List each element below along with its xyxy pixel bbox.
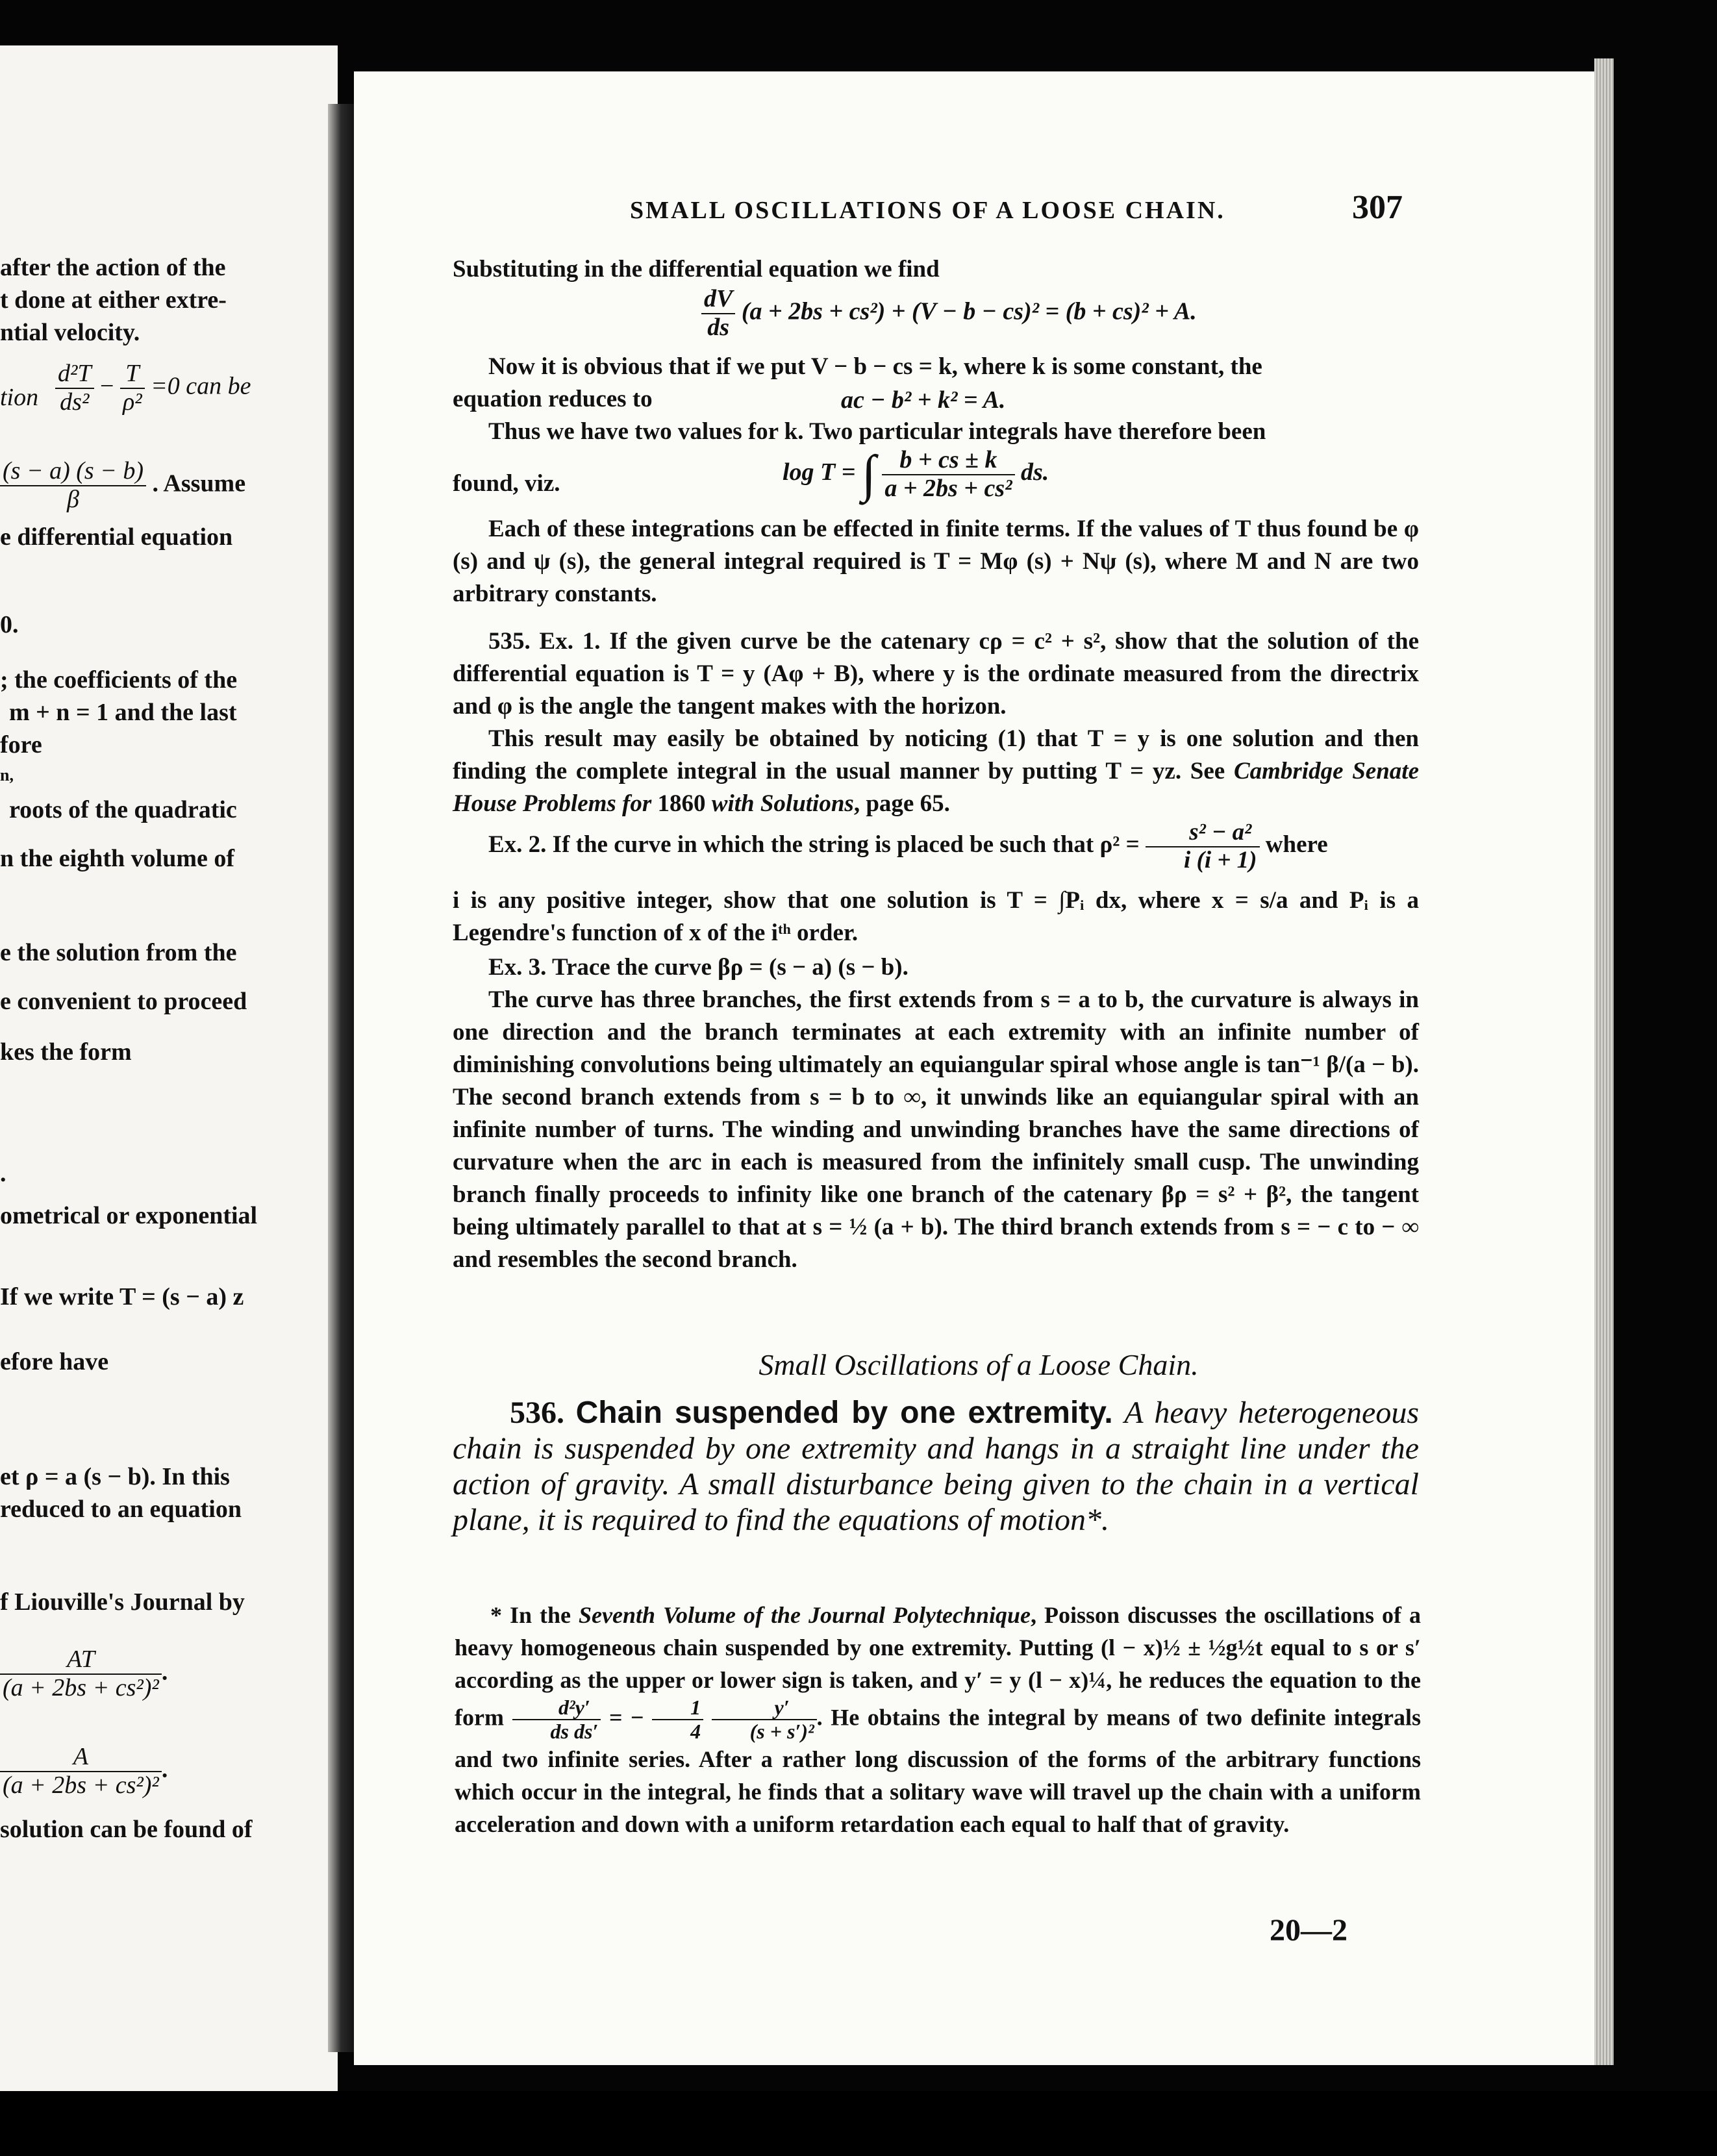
signature-mark: 20—2 <box>1270 1913 1347 1948</box>
left-line: ; the coefficients of the <box>0 666 238 694</box>
paragraph: Thus we have two values for k. Two particular integrals have therefore been <box>488 418 1266 445</box>
left-equation-fraction: $\frac{(s - a) (s - b)}{\beta}$ . Assume <box>0 458 245 514</box>
left-line: e differential equation <box>0 523 233 551</box>
paragraph: Substituting in the differential equation we find <box>453 256 940 282</box>
left-line: fore <box>0 731 42 758</box>
paragraph: Each of these integrations can be effected in finite terms. If the values of T thus found be φ (s) and ψ (s), the general integral required is T = Mφ (s) + Nψ (s), where M and N are two arbitrary constants. <box>453 516 1419 607</box>
page-number: 307 <box>1352 189 1403 226</box>
article-536: 536. Chain suspended by one extremity. A heavy heterogeneous chain is suspended by one extremity and hangs in a straight line under the action of gravity. A small disturbance being given to the chain in a vertical plane, it is required to find the equations of motion*. <box>453 1396 1419 1537</box>
left-line: et ρ = a (s − b). In this <box>0 1463 230 1490</box>
left-line: ntial velocity. <box>0 319 140 346</box>
scan-border <box>0 2091 1717 2156</box>
left-line: f Liouville's Journal by <box>0 1588 245 1616</box>
left-line: m + n = 1 and the last <box>9 699 237 726</box>
section-title: Small Oscillations of a Loose Chain. <box>758 1348 1199 1381</box>
equation: ac − b² + k² = A. <box>841 386 1006 414</box>
equation: $\frac{dV}{ds}$ (a + 2bs + cs²) + (V − b − cs)² = (b + cs)² + A. <box>701 286 1197 342</box>
left-line: ometrical or exponential <box>0 1202 258 1229</box>
paragraph: equation reduces to <box>453 386 653 412</box>
running-head: SMALL OSCILLATIONS OF A LOOSE CHAIN. <box>630 197 1225 224</box>
left-line: 0. <box>0 611 19 638</box>
left-line: . <box>0 1160 6 1187</box>
left-line: n the eighth volume of <box>0 845 234 872</box>
left-line: e convenient to proceed <box>0 988 247 1015</box>
left-line: efore have <box>0 1348 109 1375</box>
left-line: kes the form <box>0 1038 132 1066</box>
left-line: n, <box>0 766 14 784</box>
left-equation-fraction: $\frac{AT}{\text{(a + 2bs + cs²)²}}$ . <box>0 1646 168 1702</box>
footnote: * In the Seventh Volume of the Journal Polytechnique, Poisson discusses the oscillations of a heavy homogeneous chain suspended by one extremity. Putting (l − x)½ ± ½g½t equal to s or s′ according as the upper or lower sign is taken, and y′ = y (l − x)¼, he reduces the equation to the form $\frac{\text{d²y′}}{\text{ds ds′}}$ = − $\frac{1}{4}$ $\frac{y'}{\text{(s + s′)²}}$ . He obtains the integral by means of two definite integrals and two infinite series. After a rather long discussion of the forms of the arbitrary functions which occur in the integral, he finds that a solitary wave will travel up the chain with a uniform acceleration and down with a uniform retardation each equal to half that of gravity. <box>455 1602 1422 1838</box>
page-edge-stack <box>1594 58 1614 2065</box>
left-line: roots of the quadratic <box>9 796 237 823</box>
left-line: tion <box>0 384 39 411</box>
paragraph: Ex. 3. Trace the curve βρ = (s − a) (s − b). <box>488 954 909 981</box>
book-gutter <box>328 104 354 2052</box>
paragraph: found, viz. <box>453 470 560 497</box>
left-line: t done at either extre- <box>0 286 227 314</box>
left-line: after the action of the <box>0 254 226 281</box>
paragraph-ex2: Ex. 2. If the curve in which the string is placed be such that ρ² = $\frac{\text{s² − a²}}{i (i + 1)}$ where <box>488 819 1328 873</box>
paragraph: 535. Ex. 1. If the given curve be the catenary cρ = c² + s², show that the solution of the differential equation is T = y (Aφ + B), where y is the ordinate measured from the directrix and φ is the angle the tangent makes with the horizon. <box>453 628 1419 720</box>
left-line: e the solution from the <box>0 939 237 966</box>
left-line: reduced to an equation <box>0 1496 242 1523</box>
left-line: solution can be found of <box>0 1816 253 1843</box>
paragraph: Now it is obvious that if we put V − b − cs = k, where k is some constant, the <box>488 353 1262 380</box>
left-line: If we write T = (s − a) z <box>0 1283 244 1310</box>
paragraph: i is any positive integer, show that one solution is T = ∫Pᵢ dx, where x = s/a and Pᵢ is a Legendre's function of x of the iᵗʰ order. <box>453 887 1419 946</box>
left-equation-fraction: $\frac{\text{d²T}}{\text{ds²}}$ − $\frac{T}{\text{ρ²}}$ =0 can be <box>55 360 251 416</box>
paragraph: The curve has three branches, the first extends from s = a to b, the curvature is always in one direction and the branch terminates at each extremity with an infinite number of diminishing convolutions being ultimately an equiangular spiral whose angle is tan⁻¹ β/(a − b). The second branch extends from s = b to ∞, it unwinds like an equiangular spiral with an infinite number of turns. The winding and unwinding branches have the same directions of curvature when the arc in each is measured from the infinitely small cusp. The unwinding branch finally proceeds to infinity like one branch of the catenary βρ = s² + β², the tangent being ultimately parallel to that at s = ½ (a + b). The third branch extends from s = − c to − ∞ and resembles the second branch. <box>453 986 1419 1273</box>
left-equation-fraction: $\frac{A}{\text{(a + 2bs + cs²)²}}$ . <box>0 1744 168 1799</box>
equation: log T = ∫ $\frac{b + cs \pm k}{\text{a + 2bs + cs²}}$ ds. <box>783 445 1049 503</box>
paragraph: This result may easily be obtained by noticing (1) that T = y is one solution and then finding the complete integral in the usual manner by putting T = yz. See Cambridge Senate House Problems for 1860 with Solutions, page 65. <box>453 725 1419 817</box>
